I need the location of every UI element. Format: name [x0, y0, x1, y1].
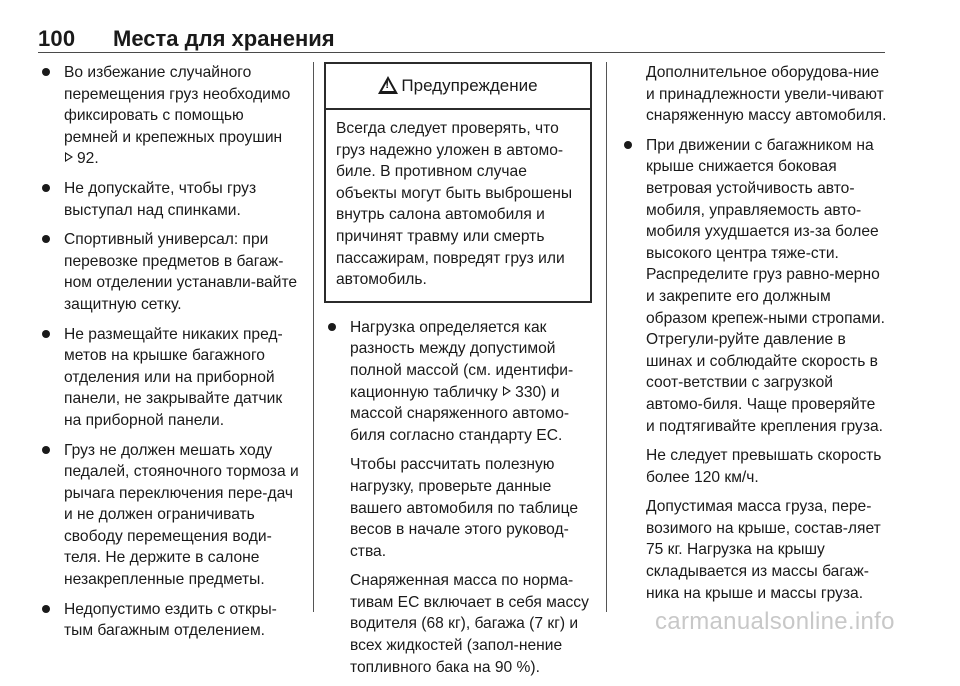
- paragraph: Чтобы рассчитать полезную нагрузку, проверьте данные вашего автомобиля по таблице весов в начале этого руковод-ства.: [350, 456, 579, 560]
- list-item-text: Во избежание случайного перемещения груз необходимо фиксировать с помощью ремней и крепежных проушин: [64, 64, 291, 146]
- watermark: carmanualsonline.info: [655, 608, 895, 635]
- warning-triangle-icon: [378, 76, 398, 94]
- page-number: 100: [38, 26, 76, 51]
- list-item: [38, 229, 300, 315]
- bullet-icon: [42, 446, 50, 454]
- column-divider: [313, 62, 314, 612]
- warning-text: Всегда следует проверять, что груз надежно уложен в автомо-биле. В противном случае объекты могут быть выброшены внутрь салона автомобиля и причинят травму или смерть пассажирам, повредят груз или автомобиль.: [336, 120, 573, 289]
- page-reference-icon: [503, 386, 511, 396]
- column-right: [620, 62, 888, 612]
- warning-header: [326, 64, 590, 110]
- bullet-icon: [42, 605, 50, 613]
- list-item: [38, 599, 300, 642]
- paragraph: Не следует превышать скорость более 120 км/ч.: [646, 447, 882, 486]
- list-item-text: Нагрузка определяется как разность между допустимой полной массой (см. идентифи-кационную табличку: [350, 318, 574, 401]
- bullet-icon: [42, 330, 50, 338]
- section-title: Места для хранения: [113, 26, 335, 51]
- list-item: [620, 135, 888, 437]
- page-header: [38, 24, 885, 53]
- bullet-icon: [624, 141, 632, 149]
- column-middle: [324, 62, 592, 686]
- list-item-text: Недопустимо ездить с откры-тым багажным отделением.: [64, 600, 277, 640]
- list-item-text: Не допускайте, чтобы груз выступал над спинками.: [64, 179, 257, 219]
- list-item: [38, 178, 300, 221]
- list-item-text: При движении с багажником на крыше снижается боковая ветровая устойчивость авто-мобиля, управляемость авто-мобиля ухудшается из-за более высокого центра тяже-сти. Распределите груз равно-мерно и закрепите его должным образом крепеж-ными стропами. Отрегули-руйте давление в шинах и соблюдайте скорость в соот-ветствии с загрузкой автомо-биля. Чаще проверяйте и подтягивайте крепления груза.: [646, 136, 885, 435]
- list-item-text: Не размещайте никаких пред-метов на крышке багажного отделения или на приборной панели, не закрывайте датчик на приборной панели.: [64, 325, 283, 429]
- list-item-text: Груз не должен мешать ходу педалей, стояночного тормоза и рычага переключения пере-дач и не должен ограничивать свободу перемещения води-теля. Не держите в салоне незакрепленные предметы.: [64, 441, 299, 589]
- bullet-icon: [328, 323, 336, 331]
- page-reference[interactable]: 92.: [77, 150, 99, 168]
- column-left: [38, 62, 300, 650]
- paragraph: Допустимая масса груза, пере-возимого на крыше, состав-ляет 75 кг. Нагрузка на крышу складывается из массы багаж-ника на крыше и массы груза.: [646, 498, 881, 602]
- list-item: [38, 440, 300, 591]
- bullet-icon: [42, 235, 50, 243]
- bullet-icon: [42, 68, 50, 76]
- paragraph: Снаряженная масса по норма-тивам ЕС включает в себя массу водителя (68 кг), багажа (7 кг) и всех жидкостей (запол-нение топливного бака на 90 %).: [350, 572, 589, 676]
- warning-box: [324, 62, 592, 303]
- paragraph: Дополнительное оборудова-ние и принадлежности увели-чивают снаряженную массу автомобиля.: [646, 64, 887, 125]
- list-item-text: Спортивный универсал: при перевозке предметов в багаж-ном отделении устанавли-вайте защитную сетку.: [64, 231, 298, 313]
- page-reference-icon: [65, 152, 73, 162]
- list-item: [324, 317, 592, 447]
- list-item: [38, 324, 300, 432]
- page-reference[interactable]: 330) и массой снаряженного автомо-биля согласно стандарту ЕС.: [350, 383, 570, 444]
- list-item: [38, 62, 300, 170]
- bullet-icon: [42, 184, 50, 192]
- column-divider: [606, 62, 607, 612]
- warning-title: Предупреждение: [401, 76, 538, 96]
